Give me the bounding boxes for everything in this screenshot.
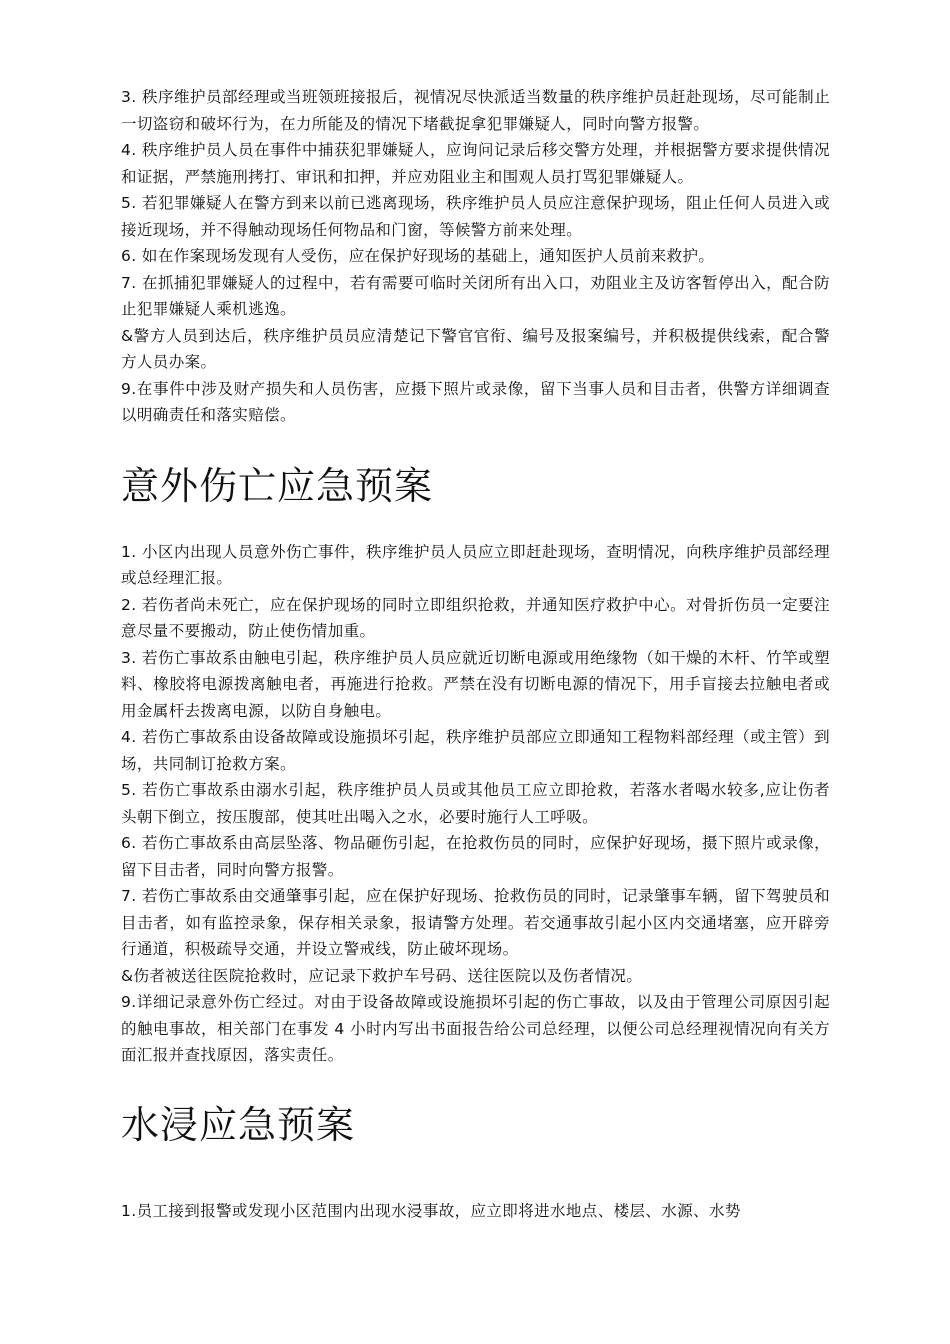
- paragraph-item: 4. 若伤亡事故系由设备故障或设施损坏引起，秩序维护员部应立即通知工程物料部经理（或主管）到场，共同制订抢救方案。: [121, 728, 830, 773]
- paragraph-item: 9.详细记录意外伤亡经过。对由于设备故障或设施损坏引起的伤亡事故，以及由于管理公司原因引起的触电事故，相关部门在事发 4 小时内写出书面报告给公司总经理，以便公司总经理视情况向有关方面汇报并查找原因，落实责任。: [121, 993, 830, 1064]
- section-heading-accident: 意外伤亡应急预案: [121, 463, 434, 508]
- paragraph-item: 7. 在抓捕犯罪嫌疑人的过程中，若有需要可临时关闭所有出入口，劝阻业主及访客暂停出入，配合防止犯罪嫌疑人乘机逃逸。: [121, 273, 830, 318]
- paragraph-item: 3. 秩序维护员部经理或当班领班接报后，视情况尽快派适当数量的秩序维护员赶赴现场，尽可能制止一切盗窃和破坏行为，在力所能及的情况下堵截捉拿犯罪嫌疑人，同时向警方报警。: [121, 88, 830, 133]
- paragraph-item: 7. 若伤亡事故系由交通肇事引起，应在保护好现场、抢救伤员的同时，记录肇事车辆，留下驾驶员和目击者，如有监控录象，保存相关录象，报请警方处理。若交通事故引起小区内交通堵塞，应开辟旁行通道，积极疏导交通，并设立警戒线，防止破坏现场。: [121, 887, 830, 958]
- paragraph-item: &伤者被送往医院抢救时，应记录下救护车号码、送往医院以及伤者情况。: [121, 966, 643, 985]
- paragraph-item: 9.在事件中涉及财产损失和人员伤害，应摄下照片或录像，留下当事人员和目击者，供警方详细调查以明确责任和落实赔偿。: [121, 379, 830, 424]
- paragraph-item: 1. 小区内出现人员意外伤亡事件，秩序维护员人员应立即赶赴现场，查明情况，向秩序维护员部经理或总经理汇报。: [121, 542, 830, 587]
- paragraph-item: 3. 若伤亡事故系由触电引起，秩序维护员人员应就近切断电源或用绝缘物（如干燥的木杆、竹竿或塑料、橡胶将电源拨离触电者，再施进行抢救。严禁在没有切断电源的情况下，用手盲接去拉触电者或用金属杆去拨离电源，以防自身触电。: [121, 648, 830, 720]
- paragraph-item: 4. 秩序维护员人员在事件中捕获犯罪嫌疑人，应询问记录后移交警方处理，并根据警方要求提供情况和证据，严禁施刑拷打、审讯和扣押，并应劝阻业主和围观人员打骂犯罪嫌疑人。: [121, 141, 830, 186]
- paragraph-item: 6. 若伤亡事故系由高层坠落、物品砸伤引起，在抢救伤员的同时，应保护好现场，摄下照片或录像，留下目击者，同时向警方报警。: [121, 834, 830, 879]
- paragraph-item: 5. 若犯罪嫌疑人在警方到来以前已逃离现场，秩序维护员人员应注意保护现场，阻止任何人员进入或接近现场，并不得触动现场任何物品和门窗，等候警方前来处理。: [121, 194, 830, 239]
- paragraph-item: 5. 若伤亡事故系由溺水引起，秩序维护员人员或其他员工应立即抢救，若落水者喝水较多,应让伤者头朝下倒立，按压腹部，使其吐出喝入之水，必要时施行人工呼吸。: [121, 781, 830, 826]
- section-accident-steps: [121, 539, 830, 1069]
- paragraph-item: 6. 如在作案现场发现有人受伤，应在保护好现场的基础上，通知医护人员前来救护。: [121, 247, 715, 265]
- section-heading-flood: 水浸应急预案: [121, 1102, 356, 1147]
- section-flood-steps: [121, 1198, 830, 1225]
- paragraph-item: &警方人员到达后，秩序维护员员应清楚记下警官官衔、编号及报案编号，并积极提供线索，配合警方人员办案。: [121, 326, 830, 371]
- section-security-steps: [121, 84, 830, 429]
- paragraph-item: 1.员工接到报警或发现小区范围内出现水浸事故，应立即将进水地点、楼层、水源、水势: [121, 1201, 741, 1220]
- paragraph-item: 2. 若伤者尚未死亡，应在保护现场的同时立即组织抢救，并通知医疗救护中心。对骨折伤员一定要注意尽量不要搬动，防止使伤情加重。: [121, 595, 830, 640]
